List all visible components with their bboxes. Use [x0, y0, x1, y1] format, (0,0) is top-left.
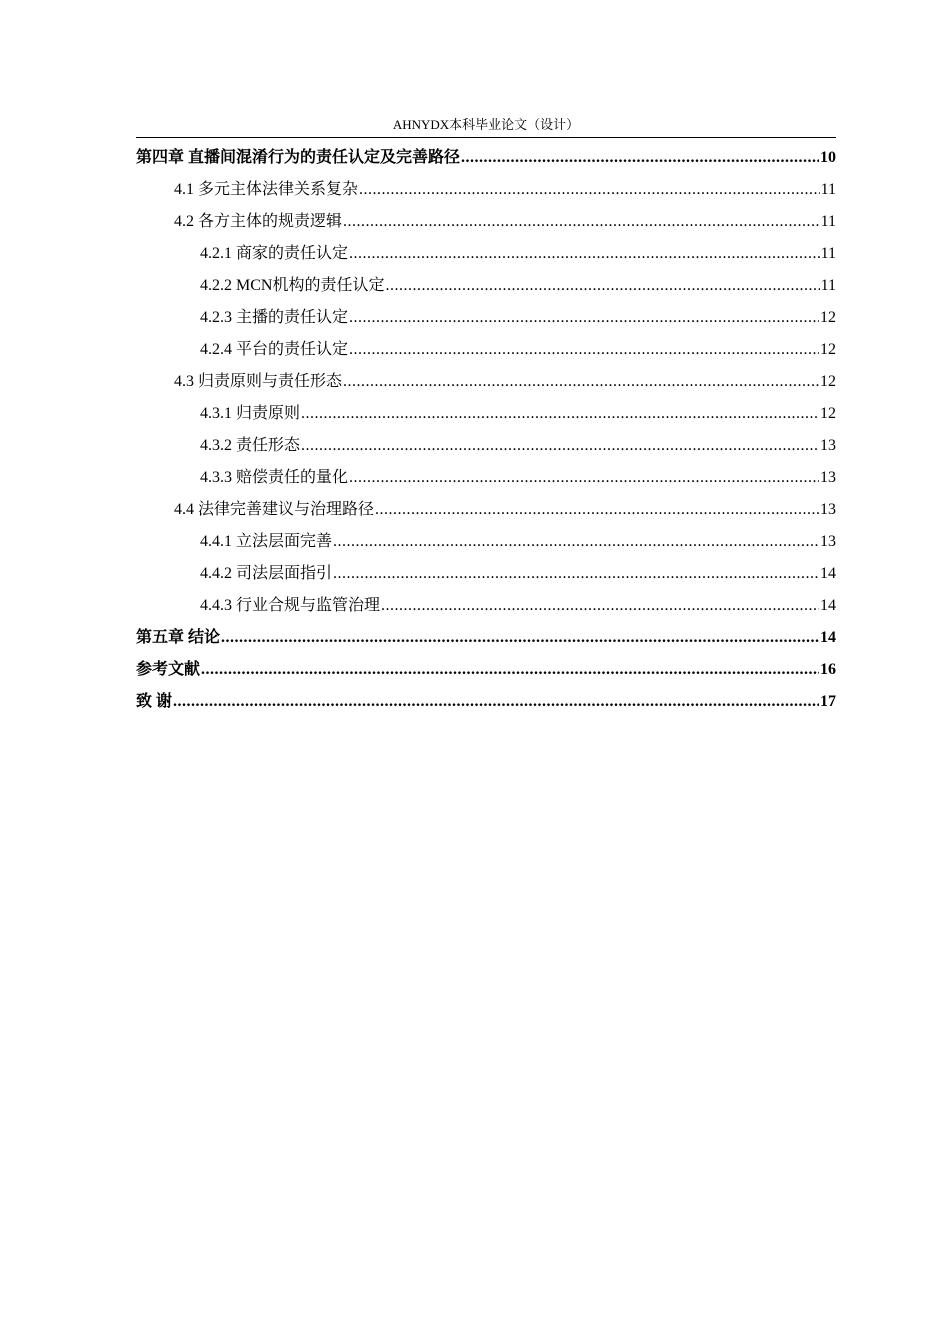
- toc-page-number: 12: [820, 341, 836, 358]
- toc-entry[interactable]: [136, 558, 836, 590]
- toc-dot-leader: [301, 430, 819, 462]
- toc-entry[interactable]: [136, 142, 836, 174]
- toc-entry-title: 4.2.3 主播的责任认定: [200, 309, 349, 326]
- toc-entry-title: 4.1 多元主体法律关系复杂: [174, 181, 359, 198]
- toc-dot-leader: [201, 654, 819, 686]
- toc-page-number: 12: [820, 373, 836, 390]
- toc-page-number: 11: [820, 277, 836, 294]
- toc-entry[interactable]: [136, 238, 836, 270]
- toc-dot-leader: [333, 558, 819, 590]
- toc-entry-title: 4.3.3 赔偿责任的量化: [200, 469, 349, 486]
- toc-entry[interactable]: [136, 302, 836, 334]
- toc-dot-leader: [221, 622, 819, 654]
- toc-entry-title: 第五章 结论: [136, 629, 221, 646]
- toc-page-number: 13: [820, 501, 836, 518]
- toc-dot-leader: [349, 302, 819, 334]
- toc-page-number: 11: [820, 213, 836, 230]
- toc-entry[interactable]: [136, 462, 836, 494]
- toc-page-number: 14: [820, 597, 836, 614]
- header-divider: [136, 137, 836, 138]
- toc-dot-leader: [343, 366, 819, 398]
- toc-entry-title: 4.4.1 立法层面完善: [200, 533, 333, 550]
- toc-entry[interactable]: [136, 526, 836, 558]
- toc-entry[interactable]: [136, 654, 836, 686]
- toc-entry-title: 4.2 各方主体的规责逻辑: [174, 213, 343, 230]
- toc-dot-leader: [173, 686, 819, 718]
- toc-dot-leader: [349, 334, 819, 366]
- toc-dot-leader: [343, 206, 820, 238]
- toc-entry-title: 4.2.1 商家的责任认定: [200, 245, 349, 262]
- toc-entry-title: 致 谢: [136, 693, 173, 710]
- toc-dot-leader: [301, 398, 819, 430]
- toc-entry[interactable]: [136, 366, 836, 398]
- toc-dot-leader: [381, 590, 819, 622]
- toc-dot-leader: [375, 494, 819, 526]
- toc-page-number: 13: [820, 469, 836, 486]
- toc-page-number: 11: [820, 245, 836, 262]
- toc-dot-leader: [349, 462, 819, 494]
- toc-entry-title: 4.4.3 行业合规与监管治理: [200, 597, 381, 614]
- toc-entry[interactable]: [136, 206, 836, 238]
- toc-dot-leader: [359, 174, 820, 206]
- toc-page-number: 14: [820, 629, 836, 646]
- toc-page-number: 14: [820, 565, 836, 582]
- toc-entry-title: 4.3.1 归责原则: [200, 405, 301, 422]
- toc-page-number: 13: [820, 437, 836, 454]
- toc-entry-title: 4.4.2 司法层面指引: [200, 565, 333, 582]
- toc-page-number: 16: [820, 661, 836, 678]
- toc-entry-title: 参考文献: [136, 661, 201, 678]
- toc-page-number: 12: [820, 309, 836, 326]
- toc-dot-leader: [333, 526, 819, 558]
- toc-entry[interactable]: [136, 494, 836, 526]
- toc-entry-title: 4.3.2 责任形态: [200, 437, 301, 454]
- toc-dot-leader: [349, 238, 820, 270]
- toc-entry-title: 4.2.4 平台的责任认定: [200, 341, 349, 358]
- toc-entry[interactable]: [136, 270, 836, 302]
- table-of-contents: [136, 142, 836, 718]
- toc-entry[interactable]: [136, 686, 836, 718]
- toc-page-number: 10: [820, 149, 836, 166]
- toc-entry[interactable]: [136, 398, 836, 430]
- toc-entry[interactable]: [136, 430, 836, 462]
- toc-page-number: 12: [820, 405, 836, 422]
- toc-page-number: 13: [820, 533, 836, 550]
- toc-dot-leader: [461, 142, 819, 174]
- toc-entry[interactable]: [136, 174, 836, 206]
- page-header: AHNYDX本科毕业论文（设计）: [392, 117, 580, 132]
- toc-page-number: 17: [820, 693, 836, 710]
- toc-entry-title: 4.3 归责原则与责任形态: [174, 373, 343, 390]
- toc-entry[interactable]: [136, 590, 836, 622]
- toc-entry[interactable]: [136, 622, 836, 654]
- toc-entry-title: 第四章 直播间混淆行为的责任认定及完善路径: [136, 149, 461, 166]
- toc-entry-title: 4.2.2 MCN机构的责任认定: [200, 277, 385, 294]
- toc-dot-leader: [385, 270, 819, 302]
- toc-entry-title: 4.4 法律完善建议与治理路径: [174, 501, 375, 518]
- toc-page-number: 11: [820, 181, 836, 198]
- toc-entry[interactable]: [136, 334, 836, 366]
